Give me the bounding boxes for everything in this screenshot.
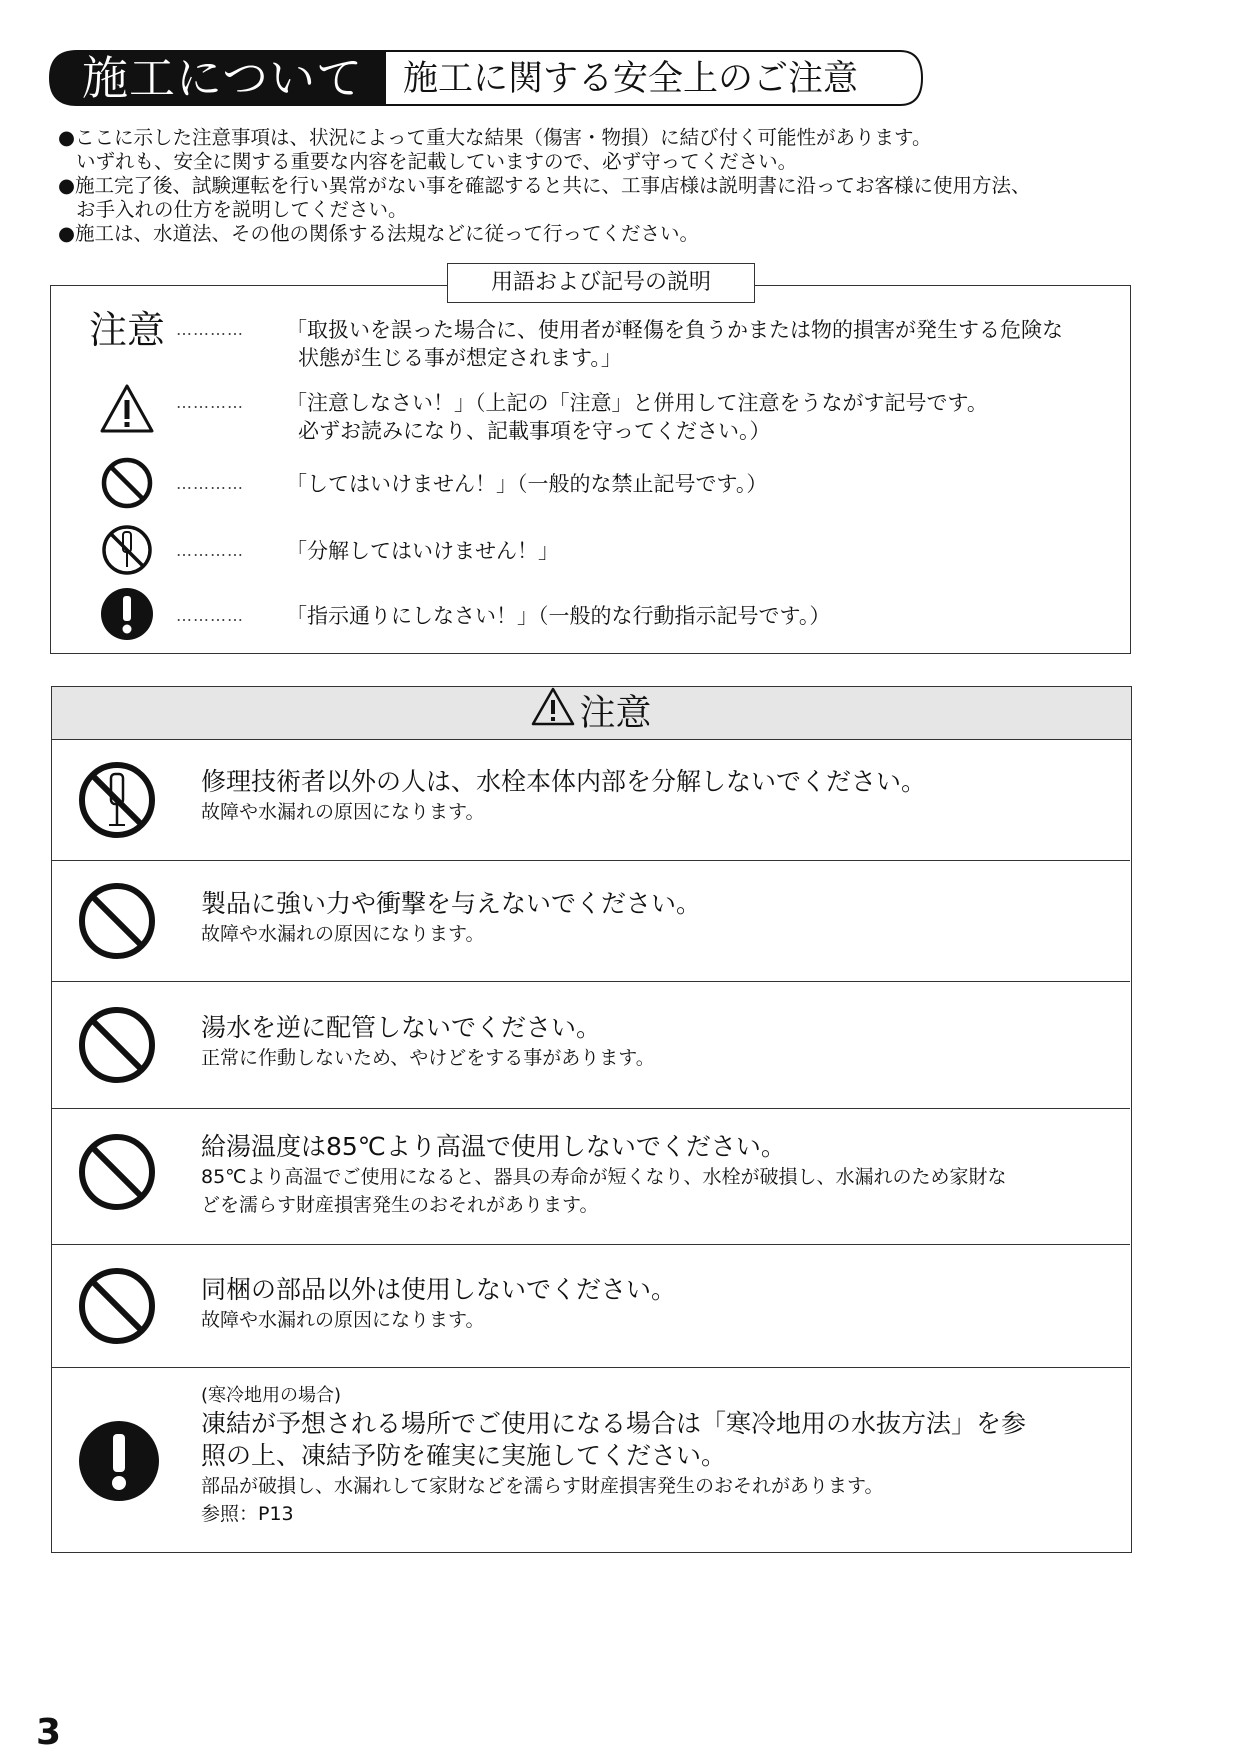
glossary-text: 必ずお読みになり、記載事項を守ってください。） bbox=[298, 419, 771, 443]
glossary-text: 「取扱いを誤った場合に、使用者が軽傷を負うかまたは物的損害が発生する危険な bbox=[286, 318, 1063, 342]
caution-title: 注意 bbox=[579, 692, 652, 734]
intro-line: ●施工完了後、試験運転を行い異常がない事を確認すると共に、工事店様は説明書に沿ってお客様に使用方法、 bbox=[58, 174, 1031, 197]
caution-detail: 部品が破損し、水漏れして家財などを濡らす財産損害発生のおそれがあります。 bbox=[201, 1475, 884, 1497]
mandatory-action-icon bbox=[77, 587, 177, 648]
prohibition-icon bbox=[78, 1267, 156, 1349]
intro-line: ●ここに示した注意事項は、状況によって重大な結果（傷害・物損）に結び付く可能性があります。 bbox=[58, 126, 932, 149]
intro-notes bbox=[58, 126, 1158, 246]
caution-reference: 参照：P13 bbox=[201, 1503, 294, 1525]
caution-heading: 給湯温度は85℃より高温で使用しないでください。 bbox=[201, 1132, 786, 1161]
caution-heading: 凍結が予想される場所でご使用になる場合は「寒冷地用の水抜方法」を参 bbox=[201, 1409, 1027, 1438]
intro-line: お手入れの仕方を説明してください。 bbox=[76, 198, 408, 221]
caution-detail: 故障や水漏れの原因になります。 bbox=[201, 1309, 485, 1331]
caution-row bbox=[52, 981, 1130, 1109]
caution-heading: 同梱の部品以外は使用しないでください。 bbox=[201, 1275, 677, 1304]
no-disassembly-icon bbox=[77, 523, 177, 584]
caution-detail: どを濡らす財産損害発生のおそれがあります。 bbox=[201, 1194, 599, 1216]
caution-row bbox=[52, 1367, 1130, 1553]
leader-dots: ………… bbox=[176, 393, 244, 412]
prohibition-icon bbox=[78, 882, 156, 964]
leader-dots: ………… bbox=[176, 541, 244, 560]
prohibition-icon bbox=[77, 456, 177, 517]
caution-row bbox=[52, 1244, 1130, 1368]
glossary-text: 「してはいけません！」（一般的な禁止記号です。） bbox=[286, 472, 768, 496]
mandatory-action-icon bbox=[78, 1420, 160, 1506]
header-subtitle: 施工に関する安全上のご注意 bbox=[403, 59, 859, 99]
glossary-text: 「注意しなさい！」（上記の「注意」と併用して注意をうながす記号です。 bbox=[286, 391, 988, 415]
intro-line: いずれも、安全に関する重要な内容を記載していますので、必ず守ってください。 bbox=[76, 150, 798, 173]
glossary-text: 「分解してはいけません！」 bbox=[286, 539, 559, 563]
caution-header bbox=[52, 687, 1131, 740]
caution-detail: 故障や水漏れの原因になります。 bbox=[201, 923, 485, 945]
caution-row bbox=[52, 739, 1130, 860]
no-disassembly-icon bbox=[78, 761, 156, 843]
symbol-glossary bbox=[50, 285, 1131, 654]
leader-dots: ………… bbox=[176, 474, 244, 493]
caution-word: 注意 bbox=[88, 308, 165, 352]
intro-line: ●施工は、水道法、その他の関係する法規などに従って行ってください。 bbox=[58, 222, 700, 245]
glossary-text: 「指示通りにしなさい！」（一般的な行動指示記号です。） bbox=[286, 604, 831, 628]
caution-detail: 故障や水漏れの原因になります。 bbox=[201, 801, 485, 823]
caution-heading: 製品に強い力や衝撃を与えないでください。 bbox=[201, 889, 702, 918]
warning-triangle-icon bbox=[77, 383, 177, 442]
header-title: 施工について bbox=[82, 51, 364, 105]
caution-heading: 照の上、凍結予防を確実に実施してください。 bbox=[201, 1441, 727, 1470]
caution-row bbox=[52, 1108, 1130, 1245]
prohibition-icon bbox=[78, 1133, 156, 1215]
caution-detail: 85℃より高温でご使用になると、器具の寿命が短くなり、水栓が破損し、水漏れのため家財な bbox=[201, 1166, 1007, 1188]
leader-dots: ………… bbox=[176, 606, 244, 625]
glossary-title: 用語および記号の説明 bbox=[447, 263, 755, 303]
prohibition-icon bbox=[78, 1006, 156, 1088]
caution-table bbox=[51, 686, 1132, 1553]
caution-row bbox=[52, 860, 1130, 982]
glossary-text: 状態が生じる事が想定されます。」 bbox=[298, 346, 622, 370]
page-number: 3 bbox=[36, 1712, 62, 1753]
section-header bbox=[48, 49, 924, 107]
warning-triangle-icon bbox=[531, 687, 575, 742]
caution-note: (寒冷地用の場合) bbox=[201, 1385, 342, 1406]
leader-dots: ………… bbox=[176, 320, 244, 339]
caution-detail: 正常に作動しないため、やけどをする事があります。 bbox=[201, 1047, 655, 1069]
caution-heading: 修理技術者以外の人は、水栓本体内部を分解しないでください。 bbox=[201, 767, 927, 796]
caution-heading: 湯水を逆に配管しないでください。 bbox=[201, 1013, 602, 1042]
